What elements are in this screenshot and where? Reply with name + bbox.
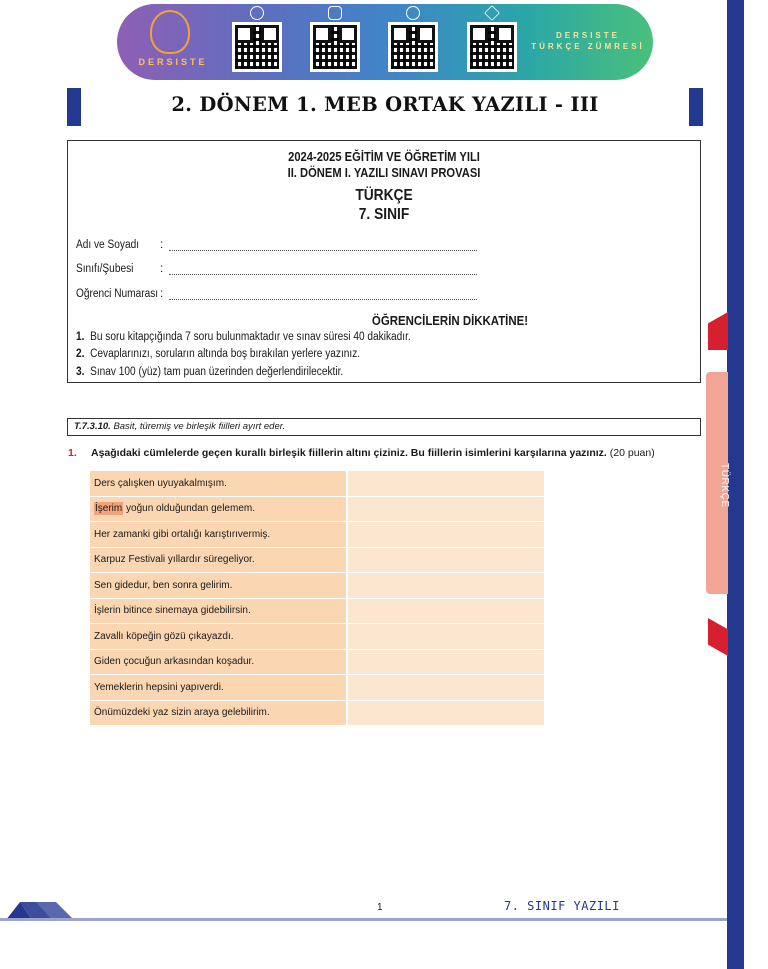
field-separator: : (160, 288, 164, 300)
answer-cell[interactable] (348, 675, 544, 701)
exam-term: II. DÖNEM I. YAZILI SINAVI PROVASI (287, 165, 481, 180)
student-number-field[interactable] (76, 288, 496, 304)
footer-rule (0, 918, 727, 921)
objective-text: Basit, türemiş ve birleşik fiilleri ayırt eder. (113, 421, 286, 432)
sentence-cell (90, 675, 348, 701)
table-row (90, 497, 544, 523)
side-tab-label: TÜRKÇE (719, 462, 730, 508)
instagram-icon (328, 6, 342, 20)
field-label: Öğrenci Numarası (76, 288, 159, 300)
sentence-cell (90, 624, 348, 650)
rule-number: 2. (76, 348, 85, 360)
banner-group-line1: DERSISTE (555, 31, 620, 40)
qr-website[interactable] (232, 6, 282, 72)
exam-class: 7. SINIF (358, 206, 410, 223)
sentence-cell (90, 650, 348, 676)
rule-item (76, 366, 343, 378)
sentence-text: Önümüzdeki yaz sizin araya gelebilirim. (94, 707, 270, 719)
page-number: 1 (377, 902, 383, 913)
class-section-field[interactable] (76, 263, 496, 279)
table-row (90, 701, 544, 727)
sentence-text: Giden çocuğun arkasından koşadur. (94, 656, 255, 668)
field-dotted-line[interactable] (169, 274, 477, 275)
sentence-cell (90, 497, 348, 523)
field-label: Sınıfı/Şubesi (76, 263, 134, 275)
sentence-text: İşlerin bitince sinemaya gidebilirsin. (94, 605, 251, 617)
rule-text: Cevaplarınızı, soruların altında boş bırakılan yerlere yazınız. (90, 348, 361, 360)
sentence-cell (90, 548, 348, 574)
table-row (90, 522, 544, 548)
rule-text: Sınav 100 (yüz) tam puan üzerinden değerlendirilecektir. (90, 366, 344, 378)
table-row (90, 675, 544, 701)
footer-label: 7. SINIF YAZILI (504, 899, 620, 913)
side-red-marker-top (708, 312, 728, 350)
question-prompt (91, 447, 655, 459)
qr-code (232, 22, 282, 72)
field-separator: : (160, 263, 164, 275)
sentence-cell (90, 522, 348, 548)
question-text: Aşağıdaki cümlelerde geçen kurallı birleşik fiillerin altını çiziniz. Bu fiillerin isimlerini karşılarına yazınız. (91, 447, 607, 459)
rule-item (76, 331, 411, 343)
banner-group-line2: TÜRKÇE ZÜMRESİ (531, 42, 645, 51)
whatsapp-icon (406, 6, 420, 20)
sentence-text: Yemeklerin hepsini yapıverdi. (94, 681, 224, 693)
answer-cell[interactable] (348, 599, 544, 625)
sentence-text: Karpuz Festivali yıllardır süregeliyor. (94, 554, 255, 566)
field-separator: : (160, 239, 164, 251)
page-title: 2. DÖNEM 1. MEB ORTAK YAZILI - III (171, 93, 599, 116)
sentence-cell (90, 573, 348, 599)
highlighted-word: İşerim (95, 503, 123, 515)
rule-number: 1. (76, 331, 85, 343)
learning-objective (67, 418, 701, 436)
answer-cell[interactable] (348, 624, 544, 650)
academic-year: 2024-2025 EĞİTİM VE ÖĞRETİM YILI (288, 149, 480, 164)
table-row (90, 471, 544, 497)
table-row (90, 650, 544, 676)
sentence-cell (90, 471, 348, 497)
answer-cell[interactable] (348, 650, 544, 676)
sentence-table (90, 471, 544, 726)
exam-info-box (67, 140, 701, 383)
brain-logo-icon (150, 10, 190, 54)
exam-subject: TÜRKÇE (355, 187, 413, 204)
qr-telegram[interactable] (467, 6, 517, 72)
rule-item (76, 348, 360, 360)
question-points: (20 puan) (609, 447, 655, 459)
sentence-text: Sen gidedur, ben sonra gelirim. (94, 579, 233, 591)
sentence-text: Her zamanki gibi ortalığı karıştırıvermiş. (94, 528, 271, 540)
warning-title: ÖĞRENCİLERİN DİKKATİNE! (371, 313, 529, 328)
field-dotted-line[interactable] (169, 299, 477, 300)
qr-whatsapp[interactable] (388, 6, 438, 72)
sentence-cell (90, 599, 348, 625)
side-red-marker-bottom (708, 618, 728, 656)
qr-instagram[interactable] (310, 6, 360, 72)
table-row (90, 548, 544, 574)
table-row (90, 599, 544, 625)
rule-number: 3. (76, 366, 85, 378)
rule-text: Bu soru kitapçığında 7 soru bulunmaktadır ve sınav süresi 40 dakikadır. (90, 331, 411, 343)
sentence-text: Ders çalışken uyuyakalmışım. (94, 477, 227, 489)
answer-cell[interactable] (348, 497, 544, 523)
title-accent-left (67, 88, 81, 126)
table-row (90, 573, 544, 599)
answer-cell[interactable] (348, 548, 544, 574)
answer-cell[interactable] (348, 522, 544, 548)
field-label: Adı ve Soyadı (76, 239, 140, 251)
answer-cell[interactable] (348, 701, 544, 727)
title-accent-right (689, 88, 703, 126)
telegram-icon (484, 5, 500, 21)
qr-code (310, 22, 360, 72)
objective-code: T.7.3.10. (74, 421, 111, 432)
answer-cell[interactable] (348, 471, 544, 497)
sentence-text: Zavallı köpeğin gözü çıkayazdı. (94, 630, 234, 642)
question-number: 1. (68, 447, 77, 459)
sentence-text: yoğun olduğundan gelemem. (123, 503, 255, 515)
globe-icon (250, 6, 264, 20)
qr-code (467, 22, 517, 72)
qr-code (388, 22, 438, 72)
table-row (90, 624, 544, 650)
name-field[interactable] (76, 239, 496, 255)
field-dotted-line[interactable] (169, 250, 477, 251)
banner-group-name (528, 30, 648, 52)
brand-name: DERSISTE (138, 57, 208, 67)
answer-cell[interactable] (348, 573, 544, 599)
footer-logo-icon (6, 898, 74, 920)
sentence-cell (90, 701, 348, 727)
